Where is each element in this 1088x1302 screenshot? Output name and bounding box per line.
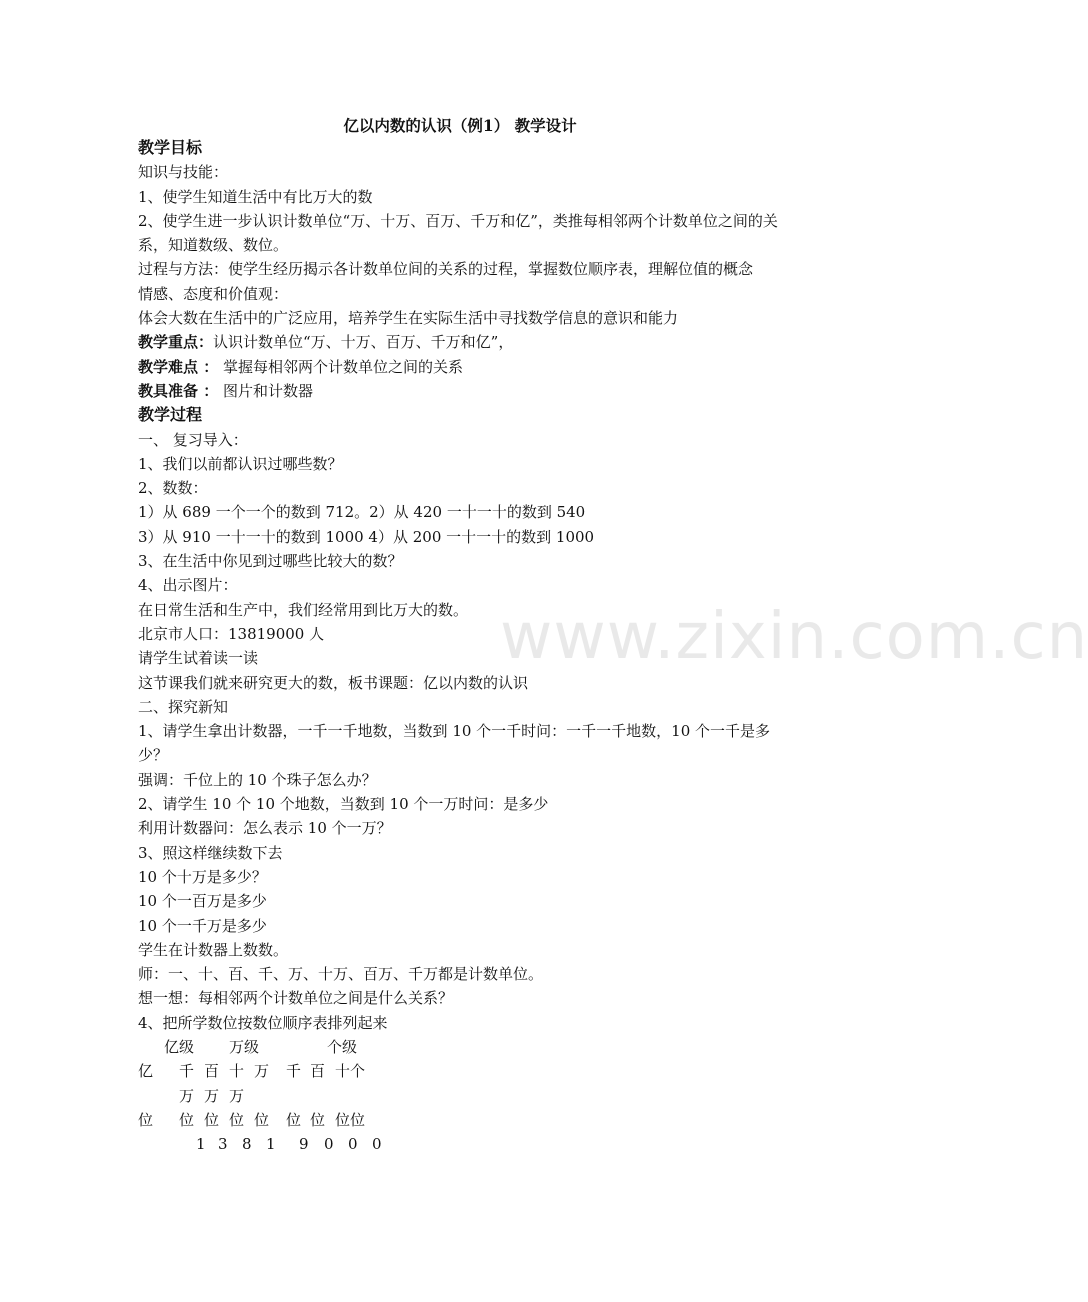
table-cell: 十: [229, 1062, 245, 1081]
label-teaching-difficulty: 教学难点 ：: [138, 357, 219, 376]
table-cell: 位: [254, 1110, 270, 1129]
table-cell: 万: [204, 1086, 220, 1105]
table-cell: 位位: [335, 1110, 366, 1129]
table-cell: 位: [286, 1110, 302, 1129]
digit-cell: 3: [218, 1135, 228, 1154]
table-row-levels: [138, 1035, 786, 1059]
paragraph: 10 个一千万是多少: [138, 916, 267, 935]
table-row-digits: [138, 1132, 786, 1156]
paragraph: 1、使学生知道生活中有比万大的数: [138, 187, 373, 206]
paragraph: 2、数数：: [138, 479, 208, 498]
document-title: 亿以内数的认识（例1） 教学设计: [343, 116, 577, 135]
table-cell: 位: [204, 1110, 220, 1129]
table-row-wei: [138, 1108, 786, 1132]
paragraph: 3）从 910 一十一十的数到 1000 4）从 200 一十一十的数到 1000: [138, 527, 595, 546]
table-cell: 位: [138, 1110, 154, 1129]
level-label: 亿级: [164, 1037, 195, 1056]
paragraph: 一、 复习导入：: [138, 430, 248, 449]
paragraph: 学生在计数器上数数。: [138, 940, 289, 959]
paragraph: 10 个十万是多少？: [138, 867, 267, 886]
table-cell: 位: [310, 1110, 326, 1129]
paragraph: 1、我们以前都认识过哪些数？: [138, 454, 343, 473]
teaching-aids: [138, 379, 786, 403]
table-cell: 亿: [138, 1062, 154, 1081]
paragraph: 情感、态度和价值观：: [138, 284, 289, 303]
heading-teaching-goals: 教学目标: [138, 138, 203, 157]
table-cell: 千: [179, 1062, 195, 1081]
paragraph: 请学生试着读一读: [138, 649, 259, 668]
table-cell: 万: [179, 1086, 195, 1105]
paragraph: 体会大数在生活中的广泛应用，培养学生在实际生活中寻找数学信息的意识和能力: [138, 309, 679, 328]
paragraph: 在日常生活和生产中，我们经常用到比万大的数。: [138, 600, 469, 619]
teaching-focus: [138, 330, 786, 354]
watermark: www.zixin.com.cn: [500, 600, 1088, 674]
paragraph: 4、把所学数位按数位顺序表排列起来: [138, 1013, 388, 1032]
paragraph: 知识与技能：: [138, 163, 229, 182]
paragraph: 二、探究新知: [138, 697, 229, 716]
place-value-table: [138, 1035, 786, 1156]
paragraph: 强调：千位上的 10 个珠子怎么办？: [138, 770, 377, 789]
digit-cell: 9: [299, 1135, 309, 1154]
label-teaching-aids: 教具准备 ：: [138, 381, 219, 400]
digit-cell: 1: [196, 1135, 206, 1154]
paragraph: 利用计数器问：怎么表示 10 个一万？: [138, 819, 392, 838]
paragraph: 4、出示图片：: [138, 576, 238, 595]
level-label: 个级: [327, 1037, 358, 1056]
paragraph: 想一想：每相邻两个计数单位之间是什么关系？: [138, 989, 454, 1008]
table-row-units: [138, 1059, 786, 1083]
paragraph: 北京市人口：13819000 人: [138, 624, 325, 643]
table-cell: 百: [310, 1062, 326, 1081]
table-cell: 位: [229, 1110, 245, 1129]
digit-cell: 1: [266, 1135, 276, 1154]
teaching-difficulty: [138, 355, 786, 379]
paragraph: 过程与方法：使学生经历揭示各计数单位间的关系的过程，掌握数位顺序表，理解位值的概念: [138, 260, 754, 279]
label-teaching-focus: 教学重点：: [138, 333, 214, 352]
table-cell: 位: [179, 1110, 195, 1129]
table-cell: 十个: [335, 1062, 366, 1081]
paragraph: 2、使学生进一步认识计数单位“万、十万、百万、千万和亿”，类推每相邻两个计数单位之间的关系，知道数级、数位。: [138, 211, 778, 255]
digit-cell: 0: [372, 1135, 382, 1154]
level-label: 万级: [229, 1037, 260, 1056]
table-cell: 万: [229, 1086, 245, 1105]
paragraph: 3、照这样继续数下去: [138, 843, 283, 862]
paragraph: 师：一、十、百、千、万、十万、百万、千万都是计数单位。: [138, 965, 544, 984]
paragraph: 1）从 689 一个一个的数到 712。2）从 420 一十一十的数到 540: [138, 503, 586, 522]
paragraph: 10 个一百万是多少: [138, 892, 267, 911]
table-row-wan: [138, 1084, 786, 1108]
teaching-focus-text: 认识计数单位“万、十万、百万、千万和亿”，: [213, 333, 514, 352]
digit-cell: 0: [348, 1135, 358, 1154]
teaching-aids-text: 图片和计数器: [223, 381, 314, 400]
document-body: [138, 136, 786, 1156]
paragraph: 这节课我们就来研究更大的数，板书课题：亿以内数的认识: [138, 673, 529, 692]
table-cell: 万: [254, 1062, 270, 1081]
paragraph: 2、请学生 10 个 10 个地数，当数到 10 个一万时问：是多少: [138, 795, 549, 814]
digit-cell: 8: [242, 1135, 252, 1154]
table-cell: 千: [286, 1062, 302, 1081]
heading-teaching-process: 教学过程: [138, 405, 203, 425]
paragraph: 1、请学生拿出计数器，一千一千地数，当数到 10 个一千时问：一千一千地数，10 个一千是多少？: [138, 722, 771, 765]
digit-cell: 0: [324, 1135, 334, 1154]
table-cell: 百: [204, 1062, 220, 1081]
teaching-difficulty-text: 掌握每相邻两个计数单位之间的关系: [223, 357, 464, 376]
paragraph: 3、在生活中你见到过哪些比较大的数？: [138, 552, 403, 571]
